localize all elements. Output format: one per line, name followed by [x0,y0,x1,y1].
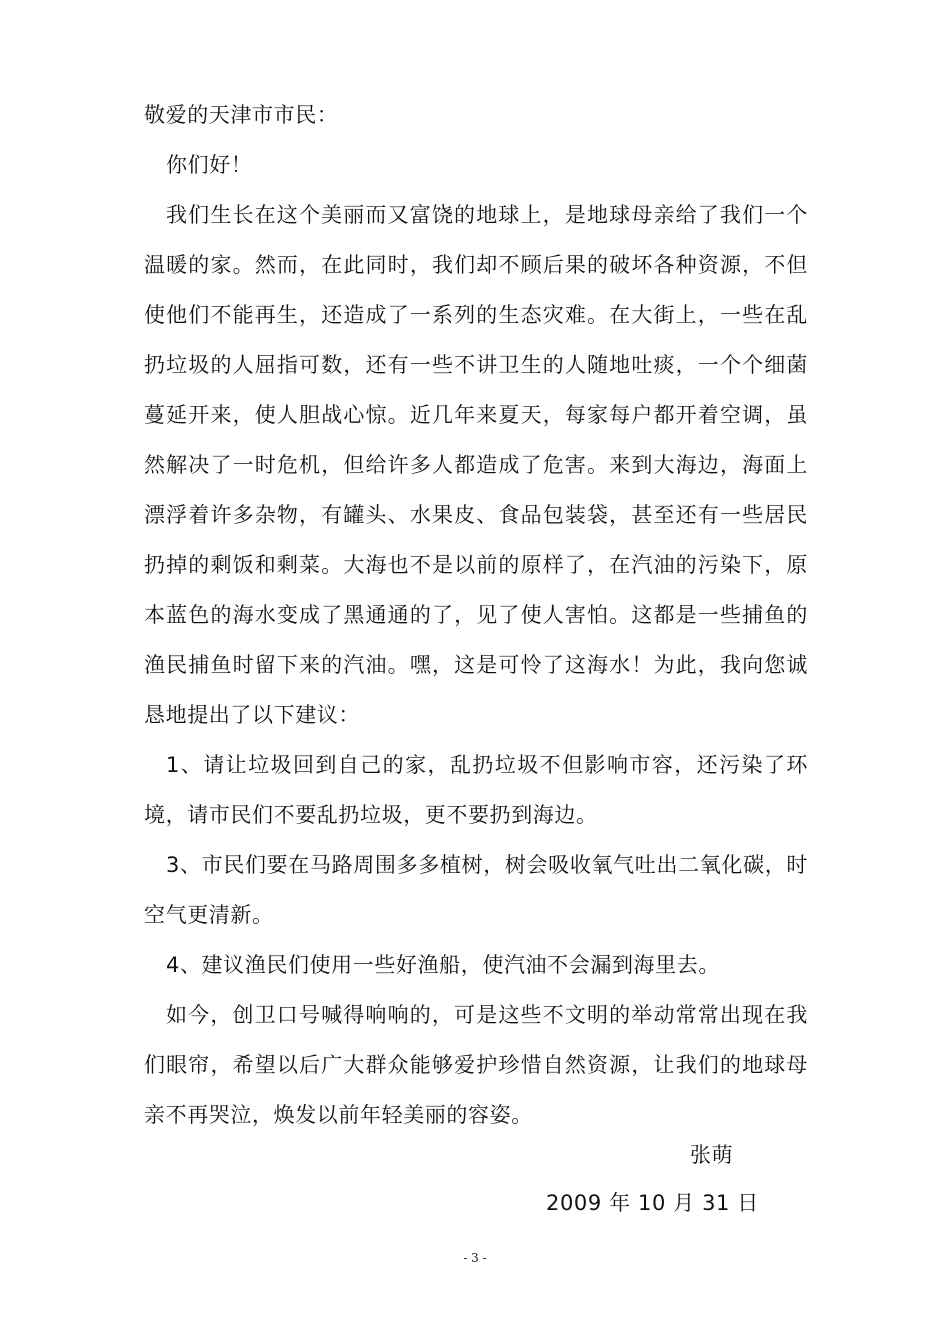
letter-body [144,90,808,1140]
suggestion-1: 1、请让垃圾回到自己的家，乱扔垃圾不但影响市容，还污染了环境，请市民们不要乱扔垃圾，更不要扔到海边。 [144,753,808,827]
body-paragraph: 我们生长在这个美丽而又富饶的地球上，是地球母亲给了我们一个温暖的家。然而，在此同时，我们却不顾后果的破坏各种资源，不但使他们不能再生，还造成了一系列的生态灾难。在大街上，一些在乱扔垃圾的人屈指可数，还有一些不讲卫生的人随地吐痰，一个个细菌蔓延开来，使人胆战心惊。近几年来夏天，每家每户都开着空调，虽然解决了一时危机，但给许多人都造成了危害。来到大海边，海面上漂浮着许多杂物，有罐头、水果皮、食品包装袋，甚至还有一些居民扔掉的剩饭和剩菜。大海也不是以前的原样了，在汽油的污染下，原本蓝色的海水变成了黑通通的了，见了使人害怕。这都是一些捕鱼的渔民捕鱼时留下来的汽油。嘿，这是可怜了这海水！为此，我向您诚恳地提出了以下建议： [144,203,808,727]
salutation: 敬爱的天津市市民： [144,103,339,127]
page-number: - 3 - [463,1251,487,1265]
letter-date: 2009 年 10 月 31 日 [546,1191,759,1215]
closing-paragraph: 如今，创卫口号喊得响响的，可是这些不文明的举动常常出现在我们眼帘，希望以后广大群众能够爱护珍惜自然资源，让我们的地球母亲不再哭泣，焕发以前年轻美丽的容姿。 [144,1003,808,1127]
suggestion-3: 3、市民们要在马路周围多多植树，树会吸收氧气吐出二氧化碳，时空气更清新。 [144,853,808,927]
greeting: 你们好！ [166,153,253,177]
suggestion-4: 4、建议渔民们使用一些好渔船，使汽油不会漏到海里去。 [166,953,720,977]
signature: 张萌 [690,1143,734,1167]
